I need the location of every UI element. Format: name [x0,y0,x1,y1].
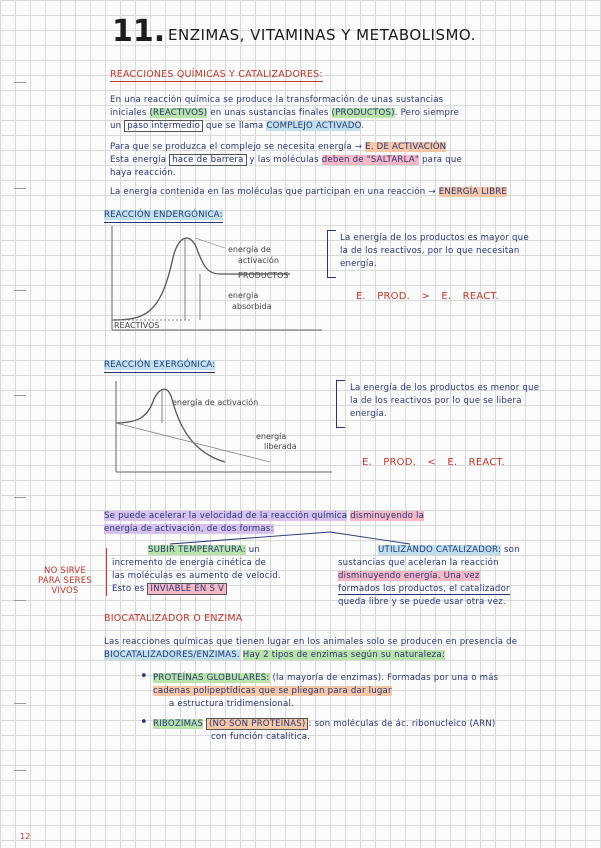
paragraph-reactions: En una reacción química se produce la transformación de unas sustancias iniciales (REACTIVOS) en unas sustancias finales (PRODUCTOS). Pero siempre un paso intermedio que se llama COMPLEJO ACTIVADO. [110,95,460,131]
label-absorbed-2: absorbida [232,302,272,311]
bullet-globular: PROTEÍNAS GLOBULARES: (la mayoría de enzimas). Formadas por una o más cadenas polipeptídicas que se pliegan para dar lugar a estructura tridimensional. [153,673,499,709]
bracket [106,548,111,596]
margin-mark [14,703,26,704]
accelerate-text: Se puede acelerar la velocidad de la reacción química disminuyendo la energía de activación, de dos formas: [104,511,425,534]
exergonic-graph [110,377,340,477]
diagonal-line [116,423,270,462]
bracket [336,380,345,428]
bullet-ribozymes: RIBOZIMAS (NO SON PROTEÍNAS) : son moléculas de ác. ribonucleico (ARN) con función catalítica. [153,719,496,742]
margin-mark [14,82,26,83]
bullet: • [140,715,148,730]
side-note: NO SIRVE PARA SERES VIVOS [38,566,92,596]
margin-mark [14,497,26,498]
endergonic-graph [100,222,330,337]
paragraph-enzymes: Las reacciones químicas que tienen lugar en los animales solo se producen en presencia de BIOCATALIZADORES/ENZIMAS. Hay 2 tipos de enzimas según su naturaleza: [104,637,518,660]
temperature-branch: SUBIR TEMPERATURA: un incremento de energía cinética de las moléculas es aumento de velocid. Esto es INVIABLE EN S V [112,545,281,594]
page-number: 12 [20,832,31,841]
margin-mark [14,770,26,771]
exergonic-heading: REACCIÓN EXERGÓNICA: [104,359,215,373]
label-absorbed: energía [228,291,259,300]
section-heading: REACCIONES QUÍMICAS Y CATALIZADORES: [110,69,323,80]
bullet: • [140,669,148,684]
catalyst-branch: UTILIZANDO CATALIZADOR: son sustancias que aceleran la reacción disminuyendo energía. Una vez formados los productos, el catalizador queda libre y se puede usar otra vez. [338,545,520,607]
title-number: 11. [112,14,166,49]
label-products: PRODUCTOS [238,271,289,280]
bracket [327,230,336,278]
endergonic-formula: E. PROD. > E. REACT. [356,291,499,302]
page-title: ENZIMAS, VITAMINAS Y METABOLISMO. [168,26,476,44]
exergonic-note: La energía de los productos es menor que la de los reactivos por lo que se libera energía. [350,383,540,419]
section-heading-2: BIOCATALIZADOR O ENZIMA [104,613,243,624]
endergonic-heading: REACCIÓN ENDERGÓNICA: [104,209,223,223]
label-reactants: REACTIVOS [114,321,160,330]
exergonic-formula: E. PROD. < E. REACT. [362,457,505,468]
paragraph-free-energy: La energía contenida en las moléculas que participan en una reacción → ENERGÍA LIBRE [110,187,507,197]
margin-mark [14,600,26,601]
paragraph-activation: Para que se produzca el complejo se necesita energía → E. DE ACTIVACIÓN Esta energía hace de barrera y las moléculas deben de "SALTARLA" para que haya reacción. [110,142,462,178]
label-activation: energía de [228,245,271,254]
label-released: energía [256,432,287,441]
margin-mark [14,395,26,396]
margin-mark [14,188,26,189]
endergonic-note: La energía de los productos es mayor que la de los reactivos, por lo que necesitan energía. [340,233,529,269]
label-activation-2: activación [238,256,279,265]
margin-mark [14,290,26,291]
leader-line [195,238,225,248]
label-activation: energía de activación [172,398,259,407]
label-released-2: liberada [264,442,297,451]
